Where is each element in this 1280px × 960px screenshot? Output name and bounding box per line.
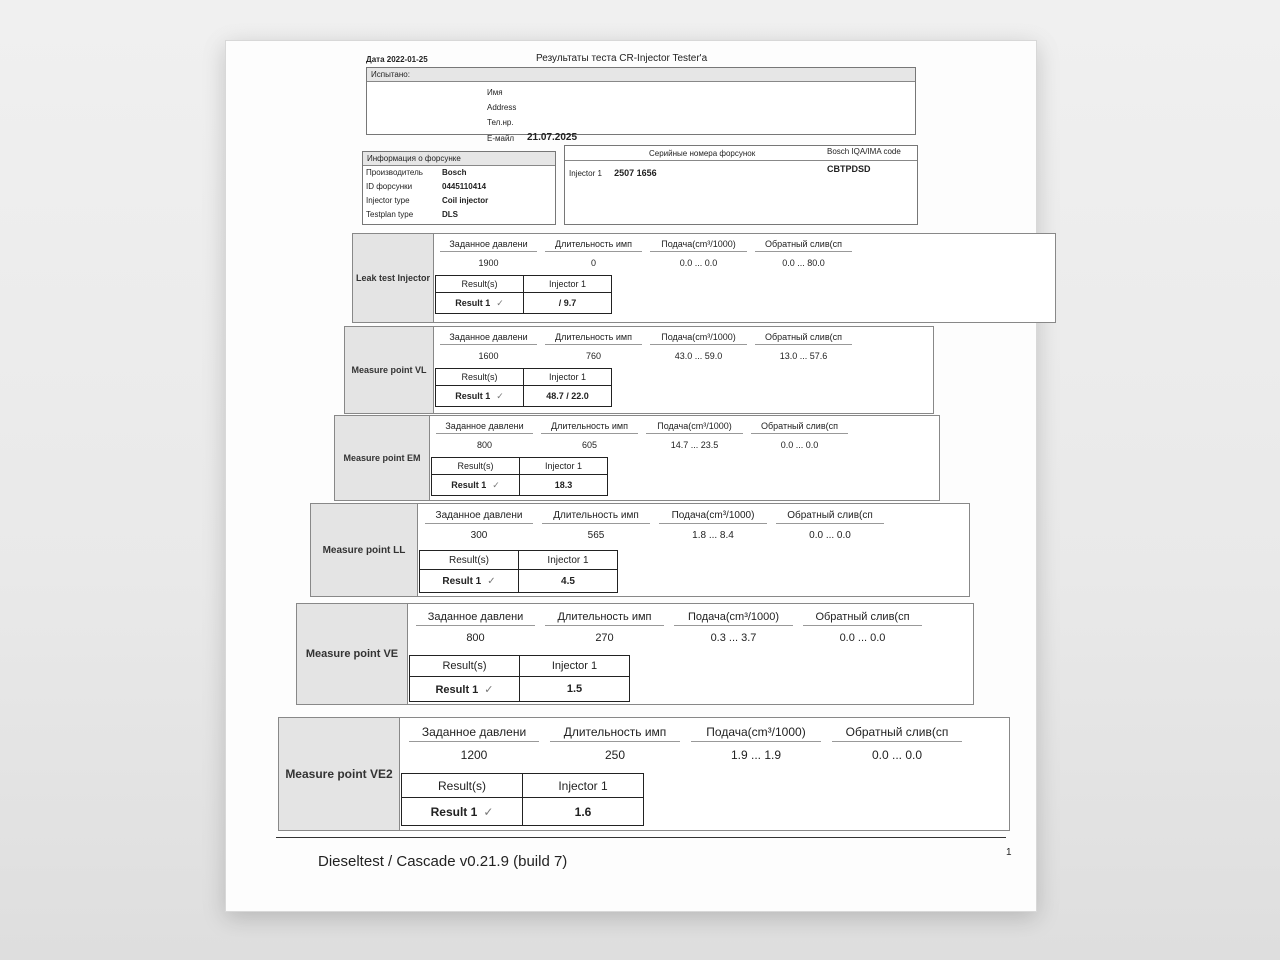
iqa-code-value: CBTPDSD	[827, 164, 871, 174]
col-delivery-value: 1.9 ... 1.9	[730, 748, 782, 762]
result-table	[431, 457, 608, 496]
col-return-header: Обратный слив(сп	[755, 239, 852, 252]
col-duration-value: 565	[587, 530, 605, 541]
test-section-1	[352, 233, 1056, 323]
tested-box	[366, 67, 916, 143]
col-return-header: Обратный слив(сп	[751, 421, 848, 434]
col-return	[832, 725, 962, 762]
result1-cell	[432, 475, 520, 496]
col-pressure	[436, 421, 533, 450]
result-value: 1.6	[523, 798, 644, 826]
col-pressure	[425, 510, 533, 541]
col-pressure-value: 1600	[478, 351, 499, 361]
col-duration-header: Длительность имп	[545, 611, 664, 626]
col-duration	[542, 510, 650, 541]
serial-header: Серийные номера форсунок	[649, 149, 756, 158]
col-duration	[545, 332, 642, 361]
injector-header: Injector 1	[520, 458, 608, 475]
col-return-header: Обратный слив(сп	[755, 332, 852, 345]
serial-divider	[565, 160, 917, 161]
col-duration-header: Длительность имп	[545, 239, 642, 252]
results-header: Result(s)	[436, 369, 524, 386]
result-table	[435, 368, 612, 407]
result-value: 48.7 / 22.0	[524, 386, 612, 407]
manufacturer-value: Bosch	[442, 168, 467, 177]
col-delivery-header: Подача(cm³/1000)	[650, 239, 747, 252]
col-pressure-header: Заданное давлени	[440, 332, 537, 345]
result1-cell	[420, 570, 519, 593]
col-delivery	[646, 421, 743, 450]
result1-cell	[402, 798, 523, 826]
result-value: / 9.7	[524, 293, 612, 314]
col-pressure-value: 300	[470, 530, 488, 541]
injector-info-title: Информация о форсунке	[363, 152, 555, 166]
result1-label: Result 1	[451, 479, 487, 490]
injector-id-row	[366, 182, 486, 191]
result1-label: Result 1	[455, 297, 491, 308]
test-section-2	[344, 326, 934, 414]
col-duration-value: 605	[581, 440, 598, 450]
col-return	[751, 421, 848, 450]
serial-injector-label: Injector 1	[569, 169, 602, 178]
col-duration-value: 250	[604, 748, 626, 762]
result-table	[401, 773, 644, 826]
col-pressure-header: Заданное давлени	[440, 239, 537, 252]
injector-id-label: ID форсунки	[366, 182, 413, 191]
col-duration-header: Длительность имп	[545, 332, 642, 345]
check-icon: ✓	[496, 390, 504, 401]
col-duration-header: Длительность имп	[550, 725, 680, 742]
test-section-5	[296, 603, 974, 705]
col-delivery	[650, 332, 747, 361]
col-delivery	[650, 239, 747, 268]
test-name: Measure point EM	[335, 416, 430, 500]
col-pressure-value: 800	[476, 440, 493, 450]
serial-row	[569, 168, 657, 178]
col-return-header: Обратный слив(сп	[832, 725, 962, 742]
injector-header: Injector 1	[524, 276, 612, 293]
test-section-6	[278, 717, 1010, 831]
col-delivery	[659, 510, 767, 541]
result1-cell	[436, 293, 524, 314]
col-pressure-value: 800	[466, 632, 485, 644]
col-pressure-value: 1200	[460, 748, 488, 762]
serial-number: 2507 1656	[614, 168, 657, 178]
col-return-header: Обратный слив(сп	[776, 510, 884, 524]
result-table	[409, 655, 630, 702]
name-label: Имя	[487, 88, 503, 97]
col-pressure-header: Заданное давлени	[409, 725, 539, 742]
col-delivery-value: 0.0 ... 0.0	[679, 258, 718, 268]
col-return	[755, 239, 852, 268]
col-delivery-value: 43.0 ... 59.0	[674, 351, 723, 361]
injector-id-value: 0445110414	[442, 182, 487, 191]
col-duration	[541, 421, 638, 450]
manufacturer-label: Производитель	[366, 168, 423, 177]
col-pressure-header: Заданное давлени	[436, 421, 533, 434]
injector-header: Injector 1	[524, 369, 612, 386]
injector-type-label: Injector type	[366, 196, 410, 205]
results-header: Result(s)	[402, 774, 523, 798]
result-value: 1.5	[520, 677, 630, 702]
col-return-header: Обратный слив(сп	[803, 611, 922, 626]
col-delivery-header: Подача(cm³/1000)	[650, 332, 747, 345]
injector-header: Injector 1	[520, 656, 630, 677]
test-name: Measure point VE2	[279, 718, 400, 830]
iqa-code-header: Bosch IQA/IMA code	[827, 147, 901, 156]
serial-numbers-box	[564, 145, 918, 225]
footer-divider	[276, 837, 1006, 838]
test-section-3	[334, 415, 940, 501]
result1-label: Result 1	[442, 575, 482, 587]
col-duration	[545, 611, 664, 644]
injector-info-box	[362, 151, 556, 225]
test-name: Measure point LL	[311, 504, 418, 596]
col-pressure	[440, 239, 537, 268]
test-name: Measure point VL	[345, 327, 434, 413]
check-icon: ✓	[496, 297, 504, 308]
page-number: 1	[1006, 847, 1012, 858]
col-delivery	[691, 725, 821, 762]
testplan-type-label: Testplan type	[366, 210, 414, 219]
result-value: 18.3	[520, 475, 608, 496]
col-delivery-header: Подача(cm³/1000)	[691, 725, 821, 742]
manufacturer-row	[366, 168, 466, 177]
col-delivery-header: Подача(cm³/1000)	[659, 510, 767, 524]
test-section-4	[310, 503, 970, 597]
col-pressure	[409, 725, 539, 762]
col-delivery-header: Подача(cm³/1000)	[674, 611, 793, 626]
col-return-value: 0.0 ... 80.0	[782, 258, 825, 268]
col-delivery-value: 14.7 ... 23.5	[670, 440, 719, 450]
results-header: Result(s)	[420, 551, 519, 570]
report-title: Результаты теста CR-Injector Tester'a	[536, 53, 708, 64]
col-duration-header: Длительность имп	[542, 510, 650, 524]
report-date: Дата 2022-01-25	[366, 55, 428, 64]
injector-type-value: Coil injector	[442, 196, 489, 205]
col-return-value: 0.0 ... 0.0	[809, 530, 851, 541]
address-label: Address	[487, 103, 517, 112]
result1-cell	[410, 677, 520, 702]
col-duration	[550, 725, 680, 762]
check-icon: ✓	[487, 575, 496, 587]
test-name: Measure point VE	[297, 604, 408, 704]
col-duration-value: 0	[590, 258, 596, 268]
check-icon: ✓	[484, 683, 494, 696]
col-pressure	[416, 611, 535, 644]
check-icon: ✓	[483, 804, 494, 819]
tested-title: Испытано:	[367, 68, 915, 82]
testplan-type-value: DLS	[442, 210, 458, 219]
col-duration-value: 760	[585, 351, 602, 361]
result-table	[435, 275, 612, 314]
result-value: 4.5	[519, 570, 618, 593]
col-pressure-header: Заданное давлени	[416, 611, 535, 626]
col-return	[803, 611, 922, 644]
col-return-value: 0.0 ... 0.0	[839, 632, 886, 644]
injector-header: Injector 1	[519, 551, 618, 570]
col-return	[776, 510, 884, 541]
check-icon: ✓	[492, 479, 500, 490]
col-delivery	[674, 611, 793, 644]
col-return-value: 0.0 ... 0.0	[871, 748, 923, 762]
result1-label: Result 1	[455, 390, 491, 401]
col-delivery-value: 0.3 ... 3.7	[710, 632, 757, 644]
injector-header: Injector 1	[523, 774, 644, 798]
test-report-sheet	[225, 40, 1037, 912]
results-header: Result(s)	[432, 458, 520, 475]
results-header: Result(s)	[410, 656, 520, 677]
col-duration	[545, 239, 642, 268]
result1-cell	[436, 386, 524, 407]
col-return-value: 13.0 ... 57.6	[779, 351, 828, 361]
software-version: Dieseltest / Cascade v0.21.9 (build 7)	[318, 853, 568, 870]
email-label: E-майл	[487, 134, 515, 143]
col-pressure-header: Заданное давлени	[425, 510, 533, 524]
col-return-value: 0.0 ... 0.0	[780, 440, 819, 450]
col-return	[755, 332, 852, 361]
phone-label: Тел.нр.	[487, 118, 514, 127]
test-name: Leak test Injector	[353, 234, 434, 322]
col-duration-value: 270	[595, 632, 614, 644]
testplan-type-row	[366, 210, 458, 219]
col-pressure-value: 1900	[478, 258, 499, 268]
result1-label: Result 1	[435, 683, 479, 696]
col-delivery-value: 1.8 ... 8.4	[692, 530, 734, 541]
result-table	[419, 550, 618, 593]
injector-type-row	[366, 196, 488, 205]
col-duration-header: Длительность имп	[541, 421, 638, 434]
email-value: 21.07.2025	[527, 132, 578, 143]
col-delivery-header: Подача(cm³/1000)	[646, 421, 743, 434]
col-pressure	[440, 332, 537, 361]
results-header: Result(s)	[436, 276, 524, 293]
result1-label: Result 1	[430, 804, 478, 819]
